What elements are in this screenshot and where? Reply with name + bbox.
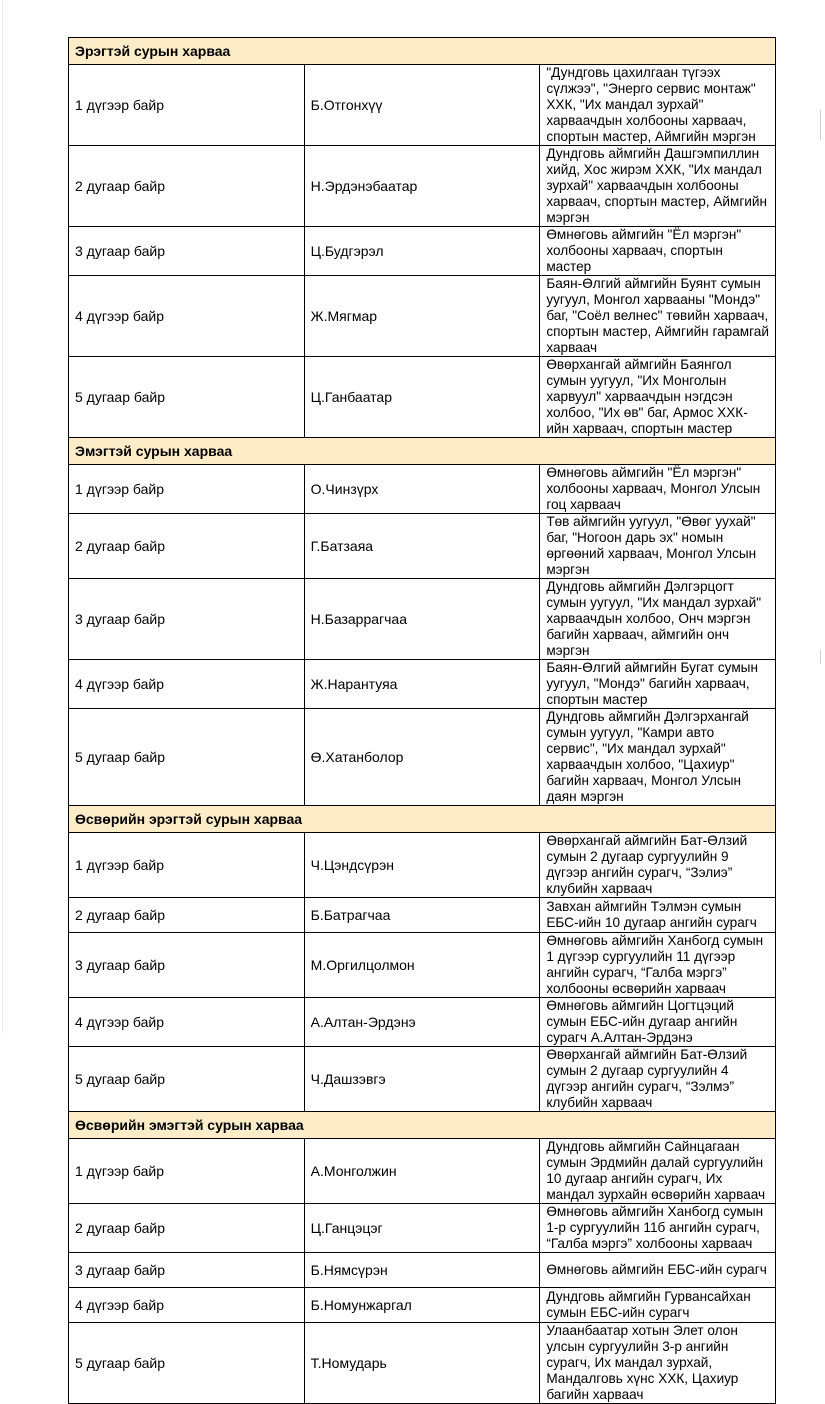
description-cell: Өмнөговь аймгийн Ханбогд сумын 1 дүгээр сургуулийн 11 дүгээр ангийн сурагч, “Галба мэргэ” холбооны өсвөрийн харваач bbox=[540, 933, 776, 998]
table-row bbox=[69, 709, 776, 806]
description-cell: Дундговь аймгийн Дашгэмпиллин хийд, Хос жирэм ХХК, "Их мандал зурхай" харваачдын холбооны харваач, спортын мастер, Аймгийн мэргэн bbox=[540, 146, 776, 227]
table-row bbox=[69, 1047, 776, 1112]
description-cell: Дундговь аймгийн Сайнцагаан сумын Эрдмийн далай сургуулийн 10 дугаар ангийн сурагч, Их мандал зурхайн өсвөрийн харваач bbox=[540, 1139, 776, 1204]
place-cell: 2 дугаар байр bbox=[69, 898, 305, 933]
table-row bbox=[69, 65, 776, 146]
page-edge-mark bbox=[820, 650, 821, 664]
place-cell: 5 дугаар байр bbox=[69, 1323, 305, 1404]
place-cell: 5 дугаар байр bbox=[69, 709, 305, 806]
table-row bbox=[69, 998, 776, 1047]
page-edge-mark bbox=[820, 110, 821, 140]
section-header-row bbox=[69, 1112, 776, 1139]
table-row bbox=[69, 833, 776, 898]
name-cell: Ч.Цэндсүрэн bbox=[304, 833, 540, 898]
description-cell: Өмнөговь аймгийн "Ёл мэргэн" холбооны харваач, спортын мастер bbox=[540, 227, 776, 276]
table-row bbox=[69, 465, 776, 514]
description-cell: Өвөрхангай аймгийн Баянгол сумын уугуул, "Их Монголын харвуул" харваачдын нэгдсэн холбоо, "Их өв" баг, Армос ХХК-ийн харваач, спортын мастер bbox=[540, 357, 776, 438]
description-cell: Өмнөговь аймгийн "Ёл мэргэн" холбооны харваач, Монгол Улсын гоц харваач bbox=[540, 465, 776, 514]
description-cell: Төв аймгийн уугуул, "Өвөг уухай" баг, "Ногоон дарь эх" номын өргөөний харваач, Монгол Улсын мэргэн bbox=[540, 514, 776, 579]
place-cell: 4 дүгээр байр bbox=[69, 660, 305, 709]
place-cell: 2 дугаар байр bbox=[69, 514, 305, 579]
description-cell: Өвөрхангай аймгийн Бат-Өлзий сумын 2 дугаар сургуулийн 9 дүгээр ангийн сурагч, “Зэлиэ” клубийн харваач bbox=[540, 833, 776, 898]
name-cell: Ч.Дашзэвгэ bbox=[304, 1047, 540, 1112]
table-row bbox=[69, 514, 776, 579]
name-cell: М.Оргилцолмон bbox=[304, 933, 540, 998]
table-row bbox=[69, 933, 776, 998]
name-cell: Ж.Мягмар bbox=[304, 276, 540, 357]
place-cell: 4 дүгээр байр bbox=[69, 1288, 305, 1323]
table-row bbox=[69, 660, 776, 709]
place-cell: 2 дугаар байр bbox=[69, 146, 305, 227]
description-cell: Баян-Өлгий аймгийн Бугат сумын уугуул, "Мондэ" багийн харваач, спортын мастер bbox=[540, 660, 776, 709]
name-cell: Н.Эрдэнэбаатар bbox=[304, 146, 540, 227]
place-cell: 3 дугаар байр bbox=[69, 227, 305, 276]
place-cell: 4 дүгээр байр bbox=[69, 998, 305, 1047]
description-cell: Өмнөговь аймгийн ЕБС-ийн сурагч bbox=[540, 1253, 776, 1288]
name-cell: Б.Номунжаргал bbox=[304, 1288, 540, 1323]
name-cell: Б.Отгонхүү bbox=[304, 65, 540, 146]
table-row bbox=[69, 1323, 776, 1404]
section-title: Өсвөрийн эрэгтэй сурын харваа bbox=[69, 806, 776, 833]
name-cell: Т.Номударь bbox=[304, 1323, 540, 1404]
name-cell: Б.Батрагчаа bbox=[304, 898, 540, 933]
results-table bbox=[68, 37, 776, 1404]
name-cell: А.Алтан-Эрдэнэ bbox=[304, 998, 540, 1047]
section-header-row bbox=[69, 806, 776, 833]
table-row bbox=[69, 1139, 776, 1204]
description-cell: Дундговь аймгийн Гурвансайхан сумын ЕБС-ийн сурагч bbox=[540, 1288, 776, 1323]
page-edge-line bbox=[2, 0, 3, 1033]
table-row bbox=[69, 146, 776, 227]
name-cell: Ц.Ганцэцэг bbox=[304, 1204, 540, 1253]
section-title: Эрэгтэй сурын харваа bbox=[69, 38, 776, 65]
name-cell: А.Монголжин bbox=[304, 1139, 540, 1204]
table-row bbox=[69, 1204, 776, 1253]
section-title: Эмэгтэй сурын харваа bbox=[69, 438, 776, 465]
table-row bbox=[69, 227, 776, 276]
name-cell: Б.Нямсүрэн bbox=[304, 1253, 540, 1288]
description-cell: Завхан аймгийн Тэлмэн сумын ЕБС-ийн 10 дугаар ангийн сурагч bbox=[540, 898, 776, 933]
description-cell: Дундговь аймгийн Дэлгэрцогт сумын уугуул, "Их мандал зурхай" харваачдын холбоо, Онч мэргэн багийн харваач, аймгийн онч мэргэн bbox=[540, 579, 776, 660]
place-cell: 5 дугаар байр bbox=[69, 357, 305, 438]
table-row bbox=[69, 1253, 776, 1288]
place-cell: 1 дүгээр байр bbox=[69, 465, 305, 514]
place-cell: 3 дугаар байр bbox=[69, 579, 305, 660]
place-cell: 1 дүгээр байр bbox=[69, 65, 305, 146]
place-cell: 4 дүгээр байр bbox=[69, 276, 305, 357]
place-cell: 1 дүгээр байр bbox=[69, 833, 305, 898]
section-title: Өсвөрийн эмэгтэй сурын харваа bbox=[69, 1112, 776, 1139]
table-row bbox=[69, 898, 776, 933]
description-cell: Баян-Өлгий аймгийн Буянт сумын уугуул, Монгол харвааны "Мондэ" баг, "Соёл велнес" төвийн харваач, спортын мастер, Аймгийн гарамгай харваач bbox=[540, 276, 776, 357]
description-cell: Улаанбаатар хотын Элет олон улсын сургуулийн 3-р ангийн сурагч, Их мандал зурхай, Мандалговь хүнс ХХК, Цахиур багийн харваач bbox=[540, 1323, 776, 1404]
name-cell: Ц.Будгэрэл bbox=[304, 227, 540, 276]
place-cell: 3 дугаар байр bbox=[69, 1253, 305, 1288]
name-cell: Г.Батзаяа bbox=[304, 514, 540, 579]
place-cell: 2 дугаар байр bbox=[69, 1204, 305, 1253]
name-cell: Ж.Нарантуяа bbox=[304, 660, 540, 709]
name-cell: Ц.Ганбаатар bbox=[304, 357, 540, 438]
description-cell: Дундговь аймгийн Дэлгэрхангай сумын уугуул, "Камри авто сервис", "Их мандал зурхай" харваачдын холбоо, "Цахиур" багийн харваач, Монгол Улсын даян мэргэн bbox=[540, 709, 776, 806]
place-cell: 1 дүгээр байр bbox=[69, 1139, 305, 1204]
table-row bbox=[69, 1288, 776, 1323]
description-cell: Өмнөговь аймгийн Цогтцэций сумын ЕБС-ийн дугаар ангийн сурагч А.Алтан-Эрдэнэ bbox=[540, 998, 776, 1047]
description-cell: "Дундговь цахилгаан түгээх сүлжээ", "Энерго сервис монтаж" ХХК, "Их мандал зурхай" харваачдын холбооны харваач, спортын мастер, Аймгийн мэргэн bbox=[540, 65, 776, 146]
section-header-row bbox=[69, 438, 776, 465]
section-header-row bbox=[69, 38, 776, 65]
table-row bbox=[69, 276, 776, 357]
name-cell: О.Чинзүрх bbox=[304, 465, 540, 514]
description-cell: Өмнөговь аймгийн Ханбогд сумын 1-р сургуулийн 11б ангийн сурагч, “Галба мэргэ” холбооны харваач bbox=[540, 1204, 776, 1253]
place-cell: 5 дугаар байр bbox=[69, 1047, 305, 1112]
name-cell: Ө.Хатанболор bbox=[304, 709, 540, 806]
table-row bbox=[69, 357, 776, 438]
table-row bbox=[69, 579, 776, 660]
name-cell: Н.Базаррагчаа bbox=[304, 579, 540, 660]
description-cell: Өвөрхангай аймгийн Бат-Өлзий сумын 2 дугаар сургуулийн 4 дүгээр ангийн сурагч, “Зэлмэ” клубийн харваач bbox=[540, 1047, 776, 1112]
place-cell: 3 дугаар байр bbox=[69, 933, 305, 998]
